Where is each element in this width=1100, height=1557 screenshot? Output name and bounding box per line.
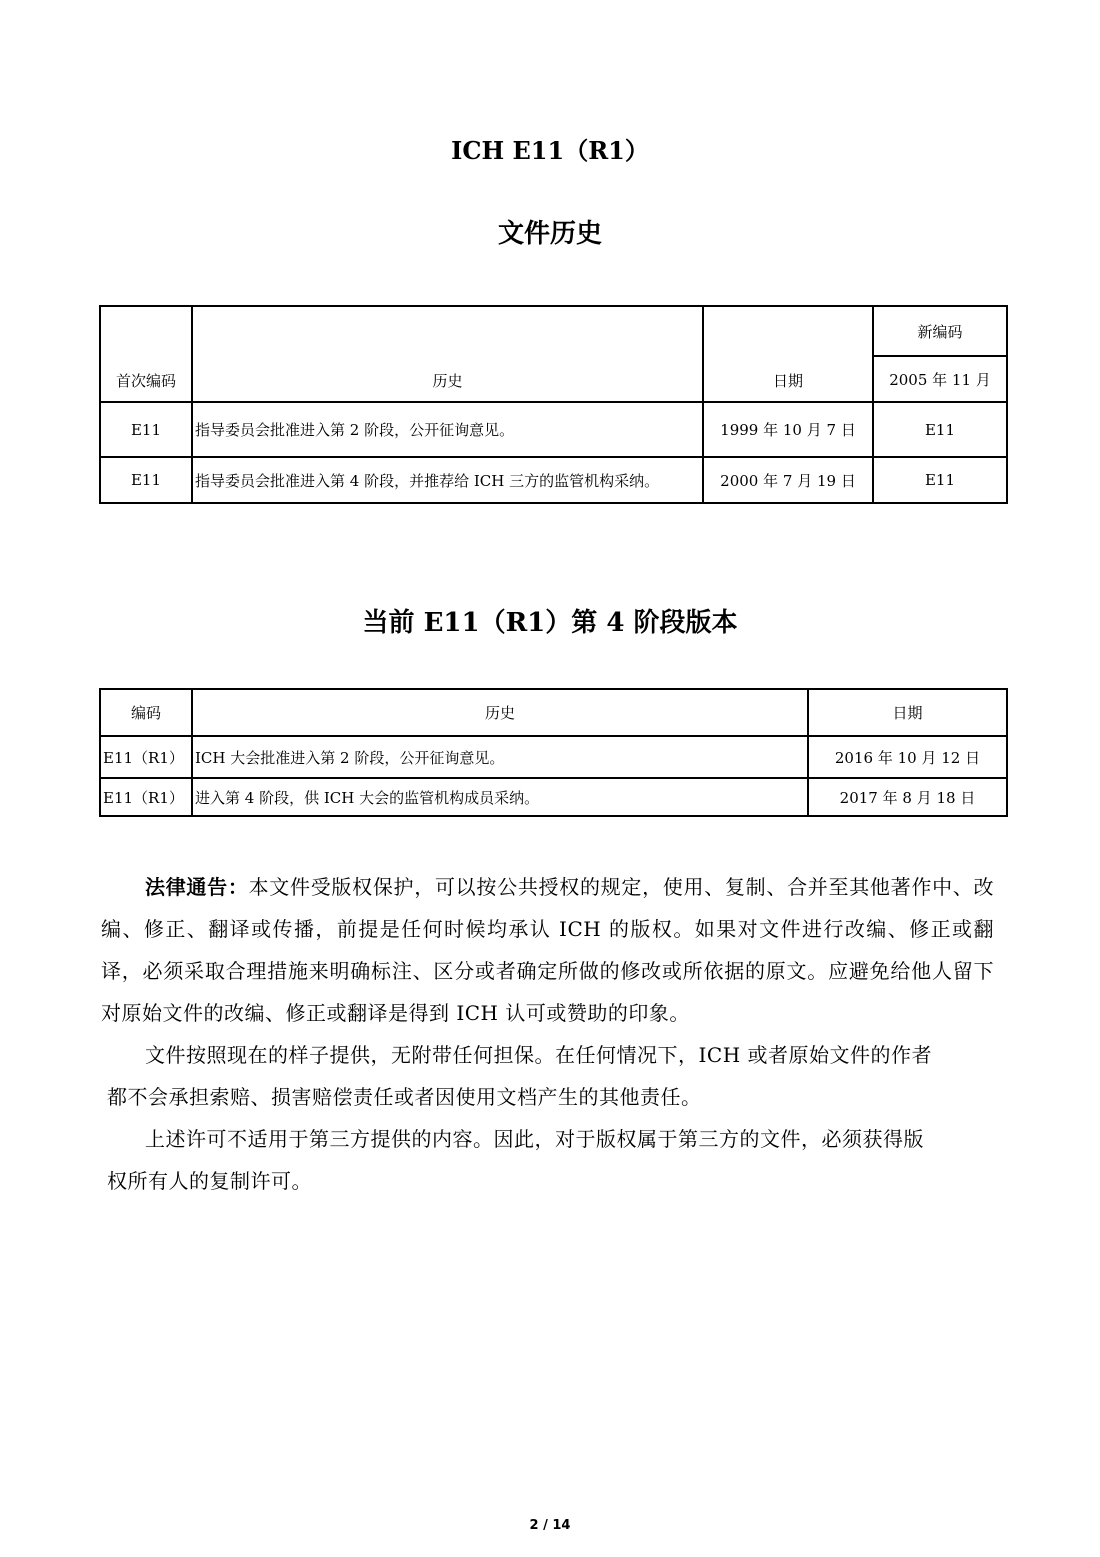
disclaimer-line-1: 文件按照现在的样子提供，无附带任何担保。在任何情况下，ICH 或者原始文件的作者 — [145, 1043, 933, 1067]
header-code: 编码 — [100, 689, 192, 736]
row-new-code: E11 — [873, 457, 1007, 503]
document-title: ICH E11（R1） — [451, 136, 649, 165]
row-new-code: E11 — [873, 402, 1007, 457]
history-table — [99, 305, 1008, 504]
row-history: 进入第 4 阶段，供 ICH 大会的监管机构成员采纳。 — [192, 778, 808, 816]
current-version-table — [99, 688, 1008, 817]
header-new-code-date: 2005 年 11 月 — [873, 356, 1007, 402]
row-code: E11 — [100, 457, 192, 503]
row-history: ICH 大会批准进入第 2 阶段，公开征询意见。 — [192, 736, 808, 778]
disclaimer-line-2: 都不会承担索赔、损害赔偿责任或者因使用文档产生的其他责任。 — [107, 1085, 702, 1109]
legal-notice-paragraph — [101, 866, 994, 1034]
table-row — [100, 736, 1007, 778]
header-history: 历史 — [192, 689, 808, 736]
third-party-line-2: 权所有人的复制许可。 — [107, 1169, 312, 1193]
page-number: 2 / 14 — [529, 1518, 571, 1533]
row-history: 指导委员会批准进入第 4 阶段，并推荐给 ICH 三方的监管机构采纳。 — [192, 457, 703, 503]
row-date: 2017 年 8 月 18 日 — [808, 778, 1007, 816]
legal-notice-text: 本文件受版权保护，可以按公共授权的规定，使用、复制、合并至其他著作中、改编、修正、翻译或传播，前提是任何时候均承认 ICH 的版权。如果对文件进行改编、修正或翻译，必须采取合理措施来明确标注、区分或者确定所做的修改或所依据的原文。应避免给他人留下对原始文件的改编、修正或翻译是得到 ICH 认可或赞助的印象。 — [101, 875, 994, 1025]
row-code: E11 — [100, 402, 192, 457]
header-history: 历史 — [192, 306, 703, 402]
current-version-heading: 当前 E11（R1）第 4 阶段版本 — [362, 608, 738, 638]
header-new-code: 新编码 — [873, 306, 1007, 356]
row-code: E11（R1） — [100, 736, 192, 778]
table-row — [100, 402, 1007, 457]
header-date: 日期 — [808, 689, 1007, 736]
row-date: 2016 年 10 月 12 日 — [808, 736, 1007, 778]
row-history: 指导委员会批准进入第 2 阶段，公开征询意见。 — [192, 402, 703, 457]
row-date: 1999 年 10 月 7 日 — [703, 402, 873, 457]
row-date: 2000 年 7 月 19 日 — [703, 457, 873, 503]
table-row — [100, 778, 1007, 816]
history-heading: 文件历史 — [497, 219, 602, 249]
third-party-line-1: 上述许可不适用于第三方提供的内容。因此，对于版权属于第三方的文件，必须获得版 — [145, 1127, 924, 1151]
header-date: 日期 — [703, 306, 873, 402]
legal-notice-label: 法律通告： — [145, 875, 249, 899]
table-row — [100, 457, 1007, 503]
legal-notice — [101, 866, 994, 1202]
header-first-code: 首次编码 — [100, 306, 192, 402]
row-code: E11（R1） — [100, 778, 192, 816]
